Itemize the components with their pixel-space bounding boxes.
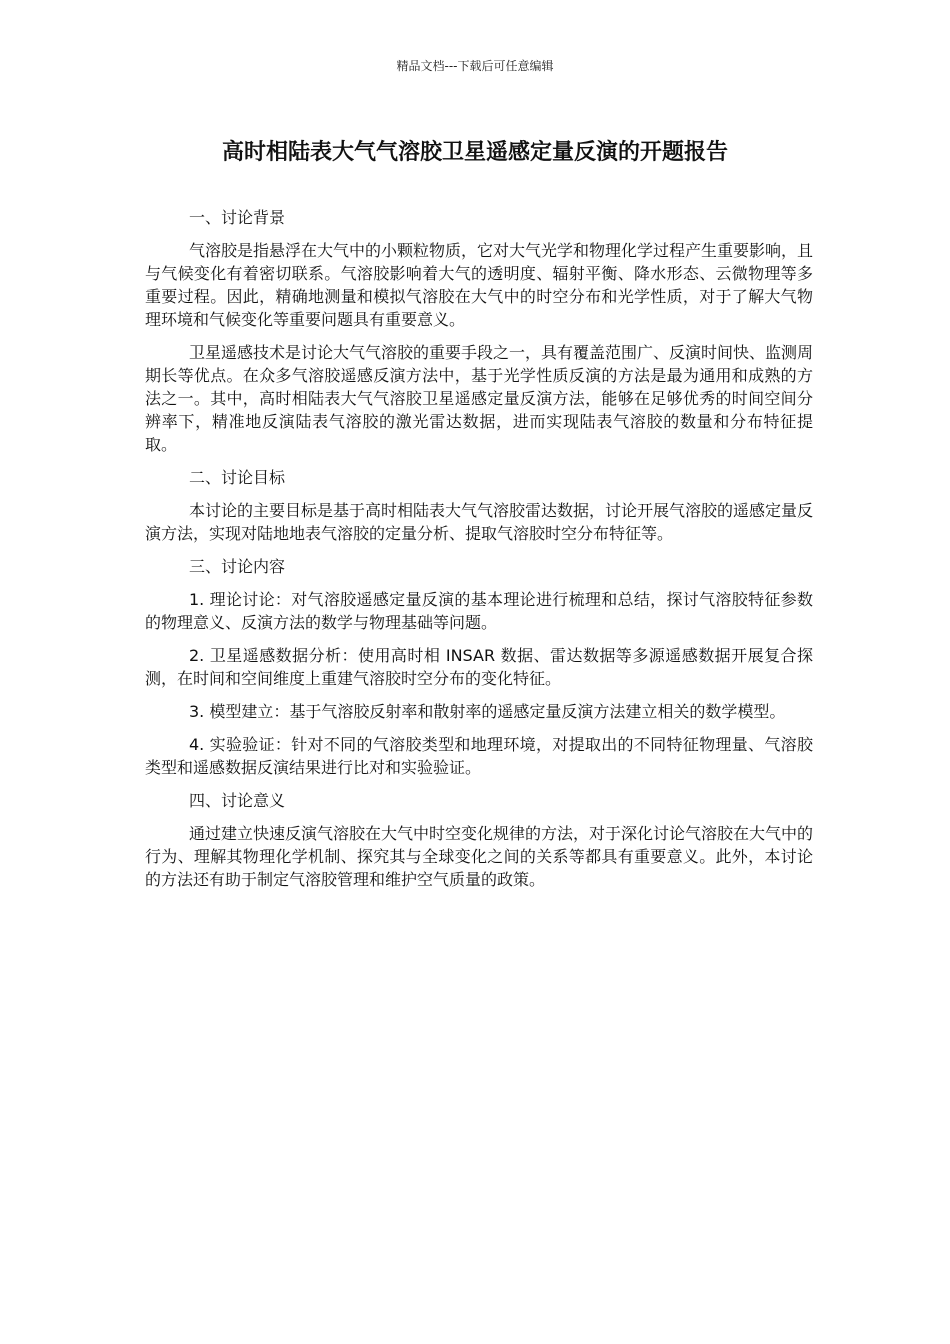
- section-heading-goal: 二、讨论目标: [189, 468, 286, 487]
- section-heading-significance: 四、讨论意义: [189, 791, 286, 810]
- list-item: 3. 模型建立：基于气溶胶反射率和散射率的遥感定量反演方法建立相关的数学模型。: [189, 702, 786, 721]
- header-note: 精品文档---下载后可任意编辑: [396, 59, 554, 73]
- section-heading-content: 三、讨论内容: [189, 557, 286, 576]
- paragraph: 本讨论的主要目标是基于高时相陆表大气气溶胶雷达数据，讨论开展气溶胶的遥感定量反演方法，实现对陆地地表气溶胶的定量分析、提取气溶胶时空分布特征等。: [145, 501, 814, 543]
- document-body: [145, 206, 813, 901]
- list-item: 1. 理论讨论：对气溶胶遥感定量反演的基本理论进行梳理和总结，探讨气溶胶特征参数的物理意义、反演方法的数学与物理基础等问题。: [145, 590, 813, 632]
- section-heading-background: 一、讨论背景: [189, 208, 286, 227]
- paragraph: 卫星遥感技术是讨论大气气溶胶的重要手段之一，具有覆盖范围广、反演时间快、监测周期长等优点。在众多气溶胶遥感反演方法中，基于光学性质反演的方法是最为通用和成熟的方法之一。其中，高时相陆表大气气溶胶卫星遥感定量反演方法，能够在足够优秀的时间空间分辨率下，精准地反演陆表气溶胶的激光雷达数据，进而实现陆表气溶胶的数量和分布特征提取。: [145, 343, 814, 454]
- document-title: 高时相陆表大气气溶胶卫星遥感定量反演的开题报告: [221, 140, 728, 165]
- list-item: 4. 实验验证：针对不同的气溶胶类型和地理环境，对提取出的不同特征物理量、气溶胶类型和遥感数据反演结果进行比对和实验验证。: [145, 735, 813, 777]
- paragraph: 气溶胶是指悬浮在大气中的小颗粒物质，它对大气光学和物理化学过程产生重要影响，且与气候变化有着密切联系。气溶胶影响着大气的透明度、辐射平衡、降水形态、云微物理等多重要过程。因此，精确地测量和模拟气溶胶在大气中的时空分布和光学性质，对于了解大气物理环境和气候变化等重要问题具有重要意义。: [145, 241, 814, 329]
- list-item: 2. 卫星遥感数据分析：使用高时相 INSAR 数据、雷达数据等多源遥感数据开展复合探测，在时间和空间维度上重建气溶胶时空分布的变化特征。: [145, 646, 813, 688]
- paragraph: 通过建立快速反演气溶胶在大气中时空变化规律的方法，对于深化讨论气溶胶在大气中的行为、理解其物理化学机制、探究其与全球变化之间的关系等都具有重要意义。此外，本讨论的方法还有助于制定气溶胶管理和维护空气质量的政策。: [145, 824, 814, 889]
